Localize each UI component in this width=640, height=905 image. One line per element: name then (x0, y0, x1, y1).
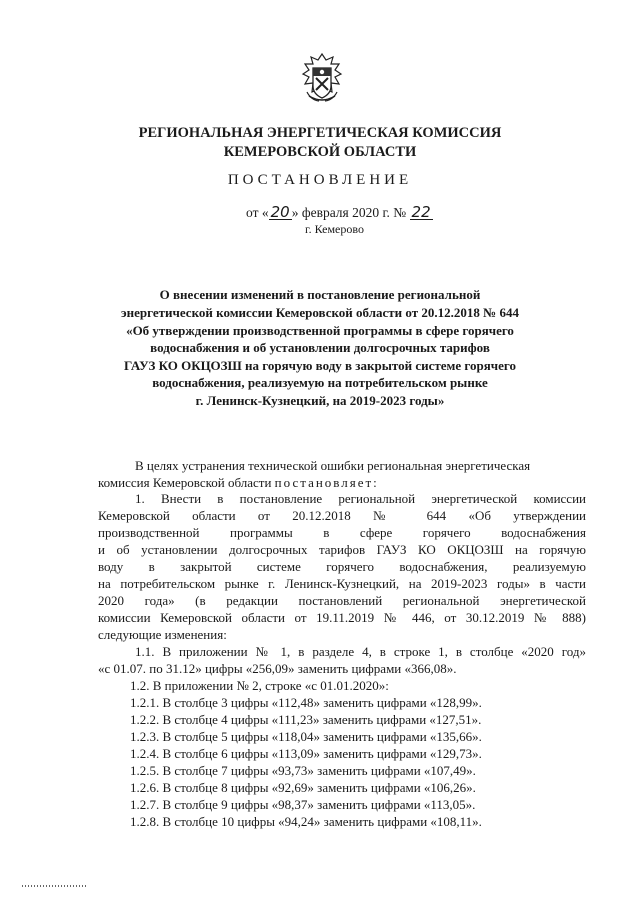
paragraph-1-line: комиссии Кемеровской области от 19.11.2019 № 446, от 30.12.2019 № 888) (98, 610, 586, 625)
title-line: ГАУЗ КО ОКЦОЗШ на горячую воду в закрытой системе горячего (124, 358, 516, 373)
sub-item: 1.2.8. В столбце 10 цифры «94,24» заменить цифрами «108,11». (130, 814, 482, 829)
coat-of-arms-icon (299, 52, 345, 106)
document-date-line (246, 204, 433, 221)
date-day-handwritten: 20 (270, 203, 290, 221)
sub-item: 1.2.7. В столбце 9 цифры «98,37» заменить цифрами «113,05». (130, 797, 476, 812)
document-number-handwritten: 22 (411, 203, 431, 221)
paragraph-1-line: на потребительском рынке г. Ленинск-Кузнецкий, на 2019-2023 годы» в части (98, 576, 586, 591)
resolves-word: постановляет: (274, 475, 379, 490)
paragraph-1-1-line: 1.1. В приложении № 1, в разделе 4, в строке 1, в столбце «2020 год» (135, 644, 586, 659)
title-line: «Об утверждении производственной программы в сфере горячего (126, 323, 514, 338)
title-line: энергетической комиссии Кемеровской области от 20.12.2018 № 644 (121, 305, 519, 320)
paragraph-1-line: 2020 года» (в редакции постановлений региональной энергетической (98, 593, 586, 608)
footer-scan-mark (22, 885, 86, 887)
sub-item: 1.2.2. В столбце 4 цифры «111,23» заменить цифрами «127,51». (130, 712, 482, 727)
document-city: г. Кемерово (305, 222, 364, 236)
intro-line (98, 475, 586, 492)
sub-item: 1.2.1. В столбце 3 цифры «112,48» заменить цифрами «128,99». (130, 695, 482, 710)
sub-item: 1.2.5. В столбце 7 цифры «93,73» заменить цифрами «107,49». (130, 763, 476, 778)
title-line: водоснабжения и об установлении долгосрочных тарифов (150, 340, 490, 355)
sub-item: 1.2.3. В столбце 5 цифры «118,04» заменить цифрами «135,66». (130, 729, 482, 744)
paragraph-1-line: Кемеровской области от 20.12.2018 № 644 «Об утверждении (98, 508, 586, 523)
paragraph-1-line: производственной программы в сфере горячего водоснабжения (98, 525, 586, 540)
document-type: ПОСТАНОВЛЕНИЕ (227, 172, 413, 188)
intro-text: комиссия Кемеровской области (98, 475, 275, 490)
title-line: О внесении изменений в постановление региональной (159, 287, 481, 302)
sub-item: 1.2.4. В столбце 6 цифры «113,09» заменить цифрами «129,73». (130, 746, 482, 761)
title-line: г. Ленинск-Кузнецкий, на 2019-2023 годы» (195, 393, 445, 408)
paragraph-1-line: и об установлении долгосрочных тарифов ГАУЗ КО ОКЦОЗШ на горячую (98, 542, 586, 557)
date-prefix: от « (246, 205, 269, 220)
paragraph-1-2: 1.2. В приложении № 2, строке «с 01.01.2020»: (130, 678, 389, 693)
organization-name-line2: КЕМЕРОВСКОЙ ОБЛАСТИ (223, 144, 417, 160)
organization-name-line1: РЕГИОНАЛЬНАЯ ЭНЕРГЕТИЧЕСКАЯ КОМИССИЯ (138, 125, 502, 141)
paragraph-1-line: следующие изменения: (98, 627, 227, 642)
title-line: водоснабжения, реализуемую на потребительском рынке (152, 375, 488, 390)
intro-line: В целях устранения технической ошибки региональная энергетическая (135, 458, 531, 473)
paragraph-1-line: воду в закрытой системе горячего водоснабжения, реализуемую (98, 559, 586, 574)
paragraph-1-line: 1. Внести в постановление региональной энергетической комиссии (135, 491, 586, 506)
paragraph-1-1-line: «с 01.07. по 31.12» цифры «256,09» заменить цифрами «366,08». (98, 661, 457, 676)
date-rest: » февраля 2020 г. № (291, 205, 407, 220)
sub-item: 1.2.6. В столбце 8 цифры «92,69» заменить цифрами «106,26». (130, 780, 476, 795)
